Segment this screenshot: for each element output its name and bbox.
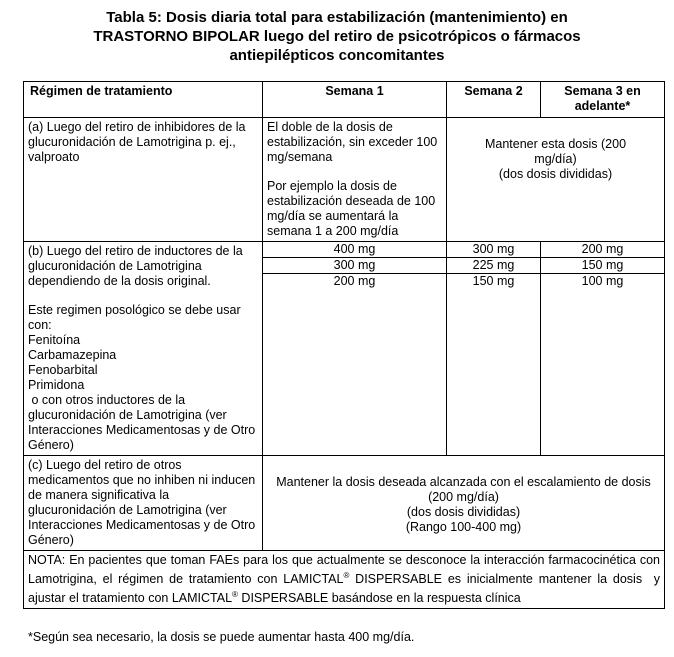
row-a-weeks23 bbox=[447, 118, 665, 242]
note-text-3: DISPERSABLE basándose en la respuesta clínica bbox=[237, 591, 521, 606]
dose-cell: 100 mg bbox=[541, 273, 664, 289]
footnote: *Según sea necesario, la dosis se puede aumentar hasta 400 mg/día. bbox=[28, 630, 415, 644]
dose-cell: 225 mg bbox=[447, 257, 540, 273]
header-week3 bbox=[541, 82, 665, 118]
row-b-drug: Fenitoína bbox=[28, 333, 81, 347]
registered-mark: ® bbox=[343, 571, 350, 580]
row-a-week1-text1: El doble de la dosis de estabilización, sin exceder 100 mg/semana bbox=[267, 120, 438, 164]
dose-cell: 200 mg bbox=[581, 242, 624, 256]
row-c-line1: Mantener la dosis deseada alcanzada con el escalamiento de dosis (200 mg/día) bbox=[276, 475, 651, 504]
row-a-regimen: (a) Luego del retiro de inhibidores de la glucuronidación de Lamotrigina p. ej., valproato bbox=[24, 118, 263, 242]
header-week3-line2: adelante* bbox=[574, 99, 631, 113]
table-row bbox=[24, 118, 665, 242]
note-row bbox=[24, 551, 665, 609]
header-week1: Semana 1 bbox=[263, 82, 447, 118]
row-a-week1-text2: Por ejemplo la dosis de estabilización deseada de 100 mg/día se aumentará la semana 1 a 200 mg/día bbox=[267, 179, 436, 238]
header-week2: Semana 2 bbox=[447, 82, 541, 118]
note-cell bbox=[24, 551, 665, 609]
dose-cell: 400 mg bbox=[333, 242, 376, 256]
row-c-line3: (Rango 100-400 mg) bbox=[405, 520, 522, 534]
row-b-week3 bbox=[541, 242, 665, 456]
title-line-3: antiepilépticos concomitantes bbox=[229, 47, 445, 64]
dose-cell: 150 mg bbox=[541, 257, 664, 273]
header-week3-line1: Semana 3 en bbox=[564, 84, 641, 98]
row-a-week1 bbox=[263, 118, 447, 242]
row-c-doses bbox=[263, 456, 665, 551]
dose-cell: 300 mg bbox=[263, 257, 446, 273]
row-b-week1 bbox=[263, 242, 447, 456]
row-a-weeks23-line1: Mantener esta dosis (200 mg/día) bbox=[484, 137, 627, 166]
registered-mark: ® bbox=[232, 590, 238, 600]
row-b-text1: (b) Luego del retiro de inductores de la glucuronidación de Lamotrigina dependiendo de la dosis original. bbox=[28, 244, 243, 288]
row-b-week2 bbox=[447, 242, 541, 456]
row-b-drug: Fenobarbital bbox=[28, 363, 98, 377]
table-row bbox=[24, 242, 665, 456]
title-line-2: TRASTORNO BIPOLAR luego del retiro de psicotrópicos o fármacos bbox=[93, 28, 581, 45]
title-line-1: Tabla 5: Dosis diaria total para estabilización (mantenimiento) en bbox=[106, 9, 568, 26]
dose-cell: 200 mg bbox=[263, 273, 446, 289]
dose-cell: 150 mg bbox=[447, 273, 540, 289]
table-row bbox=[24, 456, 665, 551]
row-c-regimen: (c) Luego del retiro de otros medicamentos que no inhiben ni inducen de manera significativa la glucuronidación de Lamotrigina (ver Interacciones Medicamentosas y de Otro Género) bbox=[24, 456, 263, 551]
note-text-2: DISPERSABLE es inicialmente mantener la dosis y ajustar el tratamiento con LAMICTAL bbox=[28, 572, 664, 606]
row-b-text3: o con otros inductores de la glucuronidación de Lamotrigina (ver Interacciones Medicamentosas y de Otro Género) bbox=[28, 393, 259, 452]
dosage-table bbox=[23, 81, 665, 609]
row-c-line2: (dos dosis divididas) bbox=[406, 505, 521, 519]
note-text-1: NOTA: En pacientes que toman FAEs para los que actualmente se desconoce la interacción farmacocinética con Lamotrigina, el régimen de tratamiento con LAMICTAL bbox=[28, 553, 660, 587]
row-b-regimen bbox=[24, 242, 263, 456]
header-row bbox=[24, 82, 665, 118]
row-b-drug: Primidona bbox=[28, 378, 85, 392]
row-b-text2: Este regimen posológico se debe usar con: bbox=[28, 303, 241, 332]
dose-cell: 300 mg bbox=[472, 242, 515, 256]
row-b-drug: Carbamazepina bbox=[28, 348, 117, 362]
row-a-weeks23-line2: (dos dosis divididas) bbox=[498, 167, 613, 181]
header-regimen: Régimen de tratamiento bbox=[24, 82, 263, 118]
table-title bbox=[0, 8, 674, 65]
